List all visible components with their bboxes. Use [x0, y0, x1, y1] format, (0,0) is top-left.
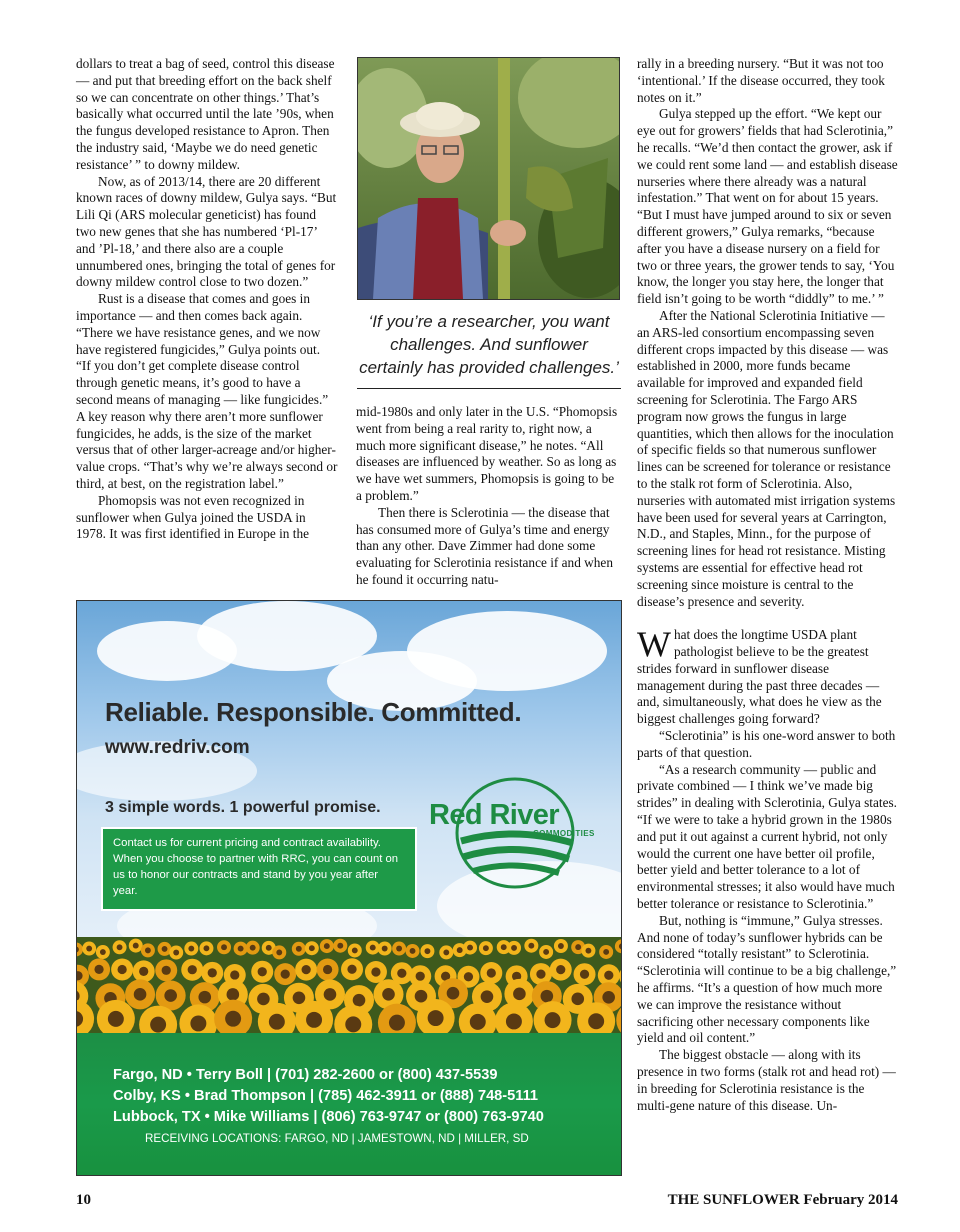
- pull-quote: ‘If you’re a researcher, you want challenges. And sunflower certainly has provided challenges.’: [359, 312, 619, 377]
- ad-logo-subtitle: COMMODITIES: [533, 829, 595, 838]
- drop-cap-paragraph-text: hat does the longtime USDA plant pathologist believe to be the greatest strides forward in sunflower disease management during the past three decades — and, simultaneously, what does he view as the biggest challenges going forward?: [637, 627, 882, 727]
- red-river-advertisement: [76, 600, 622, 1176]
- sunflower-field-image: [77, 937, 621, 1033]
- researcher-photo: [357, 57, 620, 300]
- pull-quote-rule: [357, 388, 621, 389]
- ad-contact-colby: Colby, KS • Brad Thompson | (785) 462-3911 or (888) 748-5111: [113, 1088, 539, 1104]
- paragraph: Phomopsis was not even recognized in sunflower when Gulya joined the USDA in 1978. It was first identified in Europe in the: [76, 492, 310, 542]
- paragraph: “Sclerotinia” is his one-word answer to both parts of that question.: [637, 728, 896, 760]
- article-column-3: [637, 56, 899, 1114]
- researcher-photo-image: [358, 58, 619, 299]
- publication-footer: THE SUNFLOWER February 2014: [667, 1192, 898, 1208]
- ad-contact-band: [77, 1033, 621, 1175]
- drop-cap: W: [637, 624, 671, 665]
- section-opening-paragraph: [637, 624, 899, 728]
- paragraph: Now, as of 2013/14, there are 20 different known races of downy mildew, Gulya says. “But Lili Qi (ARS molecular geneticist) has found two new genes that she has numbered ‘Pl-17’ and ’Pl-18,’ and there also are a couple unnumbered ones, bringing the total of genes for downy mildew control close to two dozen.”: [76, 173, 337, 290]
- ad-contact-lubbock: Lubbock, TX • Mike Williams | (806) 763-9747 or (800) 763-9740: [113, 1109, 544, 1125]
- ad-receiving-locations: RECEIVING LOCATIONS: FARGO, ND | JAMESTOWN, ND | MILLER, SD: [145, 1132, 529, 1145]
- paragraph: mid-1980s and only later in the U.S. “Phomopsis went from being a real rarity to, right now, a much more significant disease,” he notes. “All diseases are influenced by weather. So as long as we have wet summers, Phomopsis is going to be a problem.”: [356, 404, 618, 503]
- ad-contact-fargo: Fargo, ND • Terry Boll | (701) 282-2600 or (800) 437-5539: [113, 1067, 498, 1083]
- paragraph: rally in a breeding nursery. “But it was not too ‘intentional.’ If the disease occurred, they took notes on it.”: [637, 56, 885, 105]
- article-column-1: [76, 56, 338, 543]
- ad-headline: Reliable. Responsible. Committed.: [105, 697, 522, 727]
- paragraph: Gulya stepped up the effort. “We kept our eye out for growers’ fields that had Sclerotinia,” he recalls. “We’d then contact the grower, ask if we could rent some land — and establish disease nurseries where there already was a natural infestation.” That went on for about 15 years. “But I must have jumped around to six or seven different growers,” Gulya remarks, “because after you have a disease nursery on a field for two or three years, the grower tends to say, ‘You know, the longer you stay here, the longer that field isn’t going to be worth “diddly” to me.’ ”: [637, 106, 898, 307]
- ad-tagline: 3 simple words. 1 powerful promise.: [105, 799, 381, 816]
- paragraph: But, nothing is “immune,” Gulya stresses. And none of today’s sunflower hybrids can be considered “totally resistant” to Sclerotinia. “Sclerotinia will continue to be a big challenge,” he affirms. “It’s a question of how much more we can improve the resistance without sacrificing other necessary components like yield and oil content.”: [637, 912, 897, 1046]
- paragraph: Then there is Sclerotinia — the disease that has consumed more of Gulya’s time and energy than any other. Dave Zimmer had done some evaluating for Sclerotinia resistance if and when he found it occurring natu-: [356, 504, 613, 587]
- page-number: 10: [76, 1192, 91, 1208]
- paragraph: dollars to treat a bag of seed, control this disease — and put that breeding effort on the back shelf so we can concentrate on other things.’ That’s basically what occurred until the late ’90s, when the fungus developed resistance to Apron. Then the industry said, ‘Maybe we do need genetic resistance’ ” to downy mildew.: [76, 56, 335, 172]
- paragraph: Rust is a disease that comes and goes in importance — and then comes back again. “There we have resistance genes, and we now have registered fungicides,” Gulya points out. “If you don’t get complete disease control through genetic means, it’s good to have a second means of managing — like fungicides.” A key reason why there aren’t more sunflower fungicides, he adds, is the size of the market versus that of other larger-acreage and/or higher-value crops. “That’s why we’re always second or third, at best, on the registration label.”: [76, 291, 338, 491]
- paragraph: The biggest obstacle — along with its presence in two forms (stalk rot and head rot) — in breeding for Sclerotinia resistance is the multi-gene nature of this disease. Un-: [637, 1047, 896, 1113]
- paragraph: After the National Sclerotinia Initiative — an ARS-led consortium encompassing seven different crops impacted by this disease — was established in 2000, more funds became available for improved and expanded field screening for Sclerotinia. The Fargo ARS program now grows the fungus in large quantities, which then allows for the inoculation of specific fields so that numerous sunflower lines can be screened for tolerance or resistance to the stalk rot form of Sclerotinia. Also, nurseries with automated mist irrigation systems have been used for several years at Carrington, N.D., and Staples, Minn., for the purpose of screening lines for head rot resistance. Misting systems are essential for effective head rot screening since moisture is central to the disease’s presence and severity.: [637, 307, 896, 609]
- ad-contact-box: Contact us for current pricing and contract availability. When you choose to partner with RRC, you can count on us to honor our contracts and stand by you year after year.: [101, 827, 417, 911]
- ad-website-link[interactable]: www.redriv.com: [105, 737, 250, 758]
- ad-logo-name: Red River: [429, 799, 559, 831]
- paragraph: “As a research community — public and private combined — I think we’ve made big strides” in dealing with Sclerotinia, Gulya states. “If we were to take a hybrid grown in the 1980s and put it out against a current hybrid, not only would the current one have better oil profile, better yield and better tolerance to a lot of environmental stresses; it also would have much better tolerance or resistance to Sclerotinia.”: [637, 761, 897, 912]
- sunflower-field-icon: [77, 937, 621, 1033]
- article-column-2: [356, 404, 620, 589]
